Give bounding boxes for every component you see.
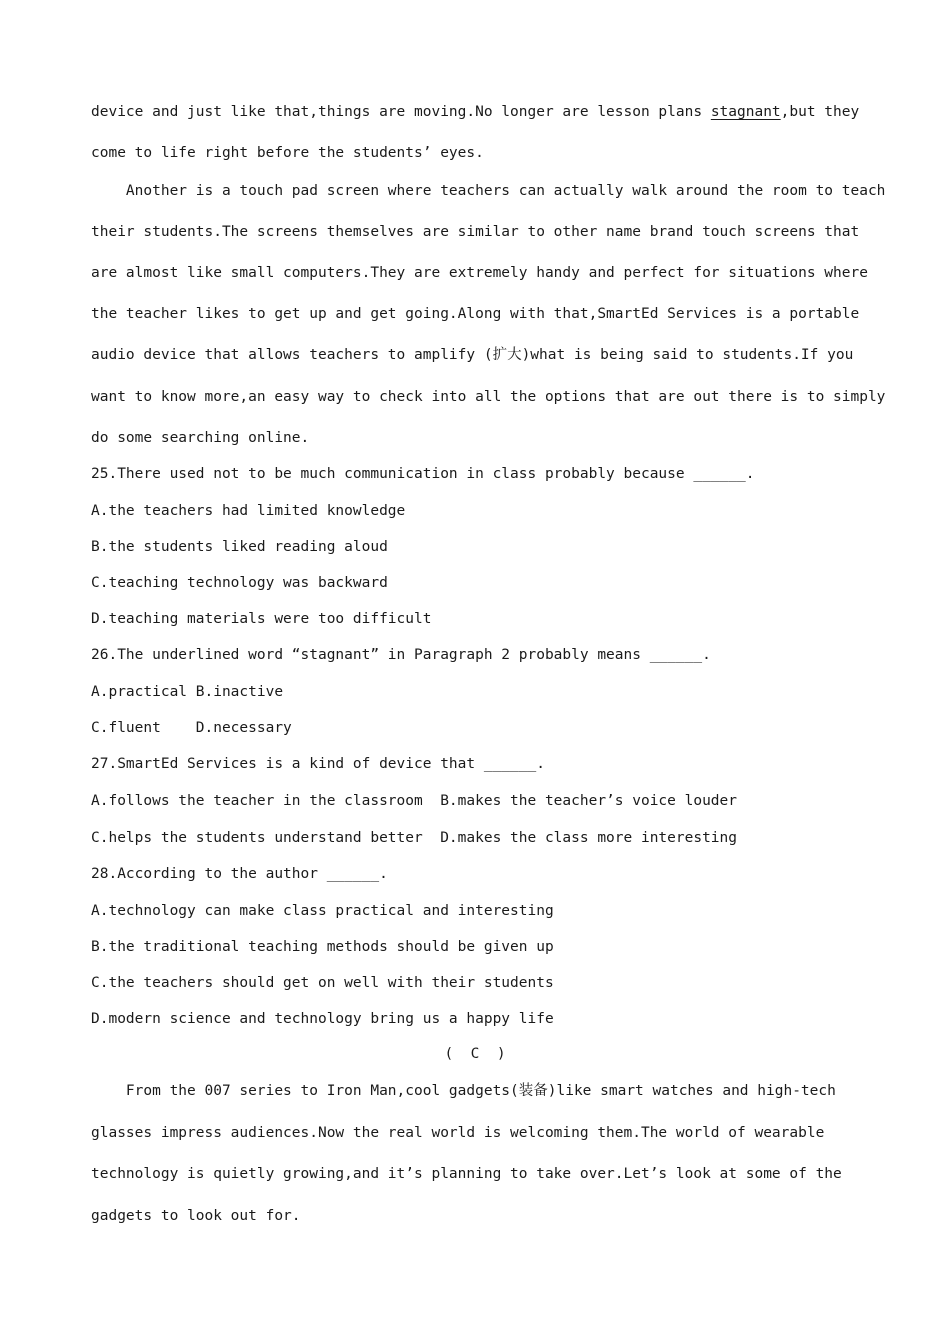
option-line: A.technology can make class practical and interesting xyxy=(91,903,554,919)
passage-line: the teacher likes to get up and get going.Along with that,SmartEd Services is a portable xyxy=(91,306,860,322)
underlined-word: stagnant xyxy=(710,104,781,120)
passage-line: do some searching online. xyxy=(91,430,310,446)
option-line: B.the students liked reading aloud xyxy=(91,539,388,555)
option-line: B.the traditional teaching methods should be given up xyxy=(91,939,554,955)
option-line: D.modern science and technology bring us a happy life xyxy=(91,1011,554,1027)
passage-line: their students.The screens themselves are similar to other name brand touch screens that xyxy=(91,224,860,240)
passage-line: glasses impress audiences.Now the real world is welcoming them.The world of wearable xyxy=(91,1125,825,1141)
option-line: A.the teachers had limited knowledge xyxy=(91,503,406,519)
option-line: C.fluent D.necessary xyxy=(91,720,292,736)
question-26: 26.The underlined word “stagnant” in Paragraph 2 probably means ______. xyxy=(91,647,711,663)
passage-line: technology is quietly growing,and it’s planning to take over.Let’s look at some of the xyxy=(91,1166,842,1182)
option-line: A.follows the teacher in the classroom B.makes the teacher’s voice louder xyxy=(91,793,738,809)
section-heading: ( C ) xyxy=(444,1046,506,1062)
passage-line: come to life right before the students’ eyes. xyxy=(91,145,484,161)
passage-text: ,but they xyxy=(780,104,860,120)
option-line: D.teaching materials were too difficult xyxy=(91,611,432,627)
option-line: C.the teachers should get on well with their students xyxy=(91,975,554,991)
question-25: 25.There used not to be much communication in class probably because ______. xyxy=(91,466,755,482)
passage-text: device and just like that,things are moving.No longer are lesson plans xyxy=(91,104,711,120)
option-line: C.teaching technology was backward xyxy=(91,575,388,591)
passage-line: audio device that allows teachers to amplify (扩大)what is being said to students.If you xyxy=(91,347,854,363)
passage-line: are almost like small computers.They are extremely handy and perfect for situations where xyxy=(91,265,868,281)
passage-line: want to know more,an easy way to check into all the options that are out there is to simply xyxy=(91,389,886,405)
question-27: 27.SmartEd Services is a kind of device that ______. xyxy=(91,756,545,772)
passage-line: From the 007 series to Iron Man,cool gadgets(装备)like smart watches and high-tech xyxy=(91,1083,836,1099)
passage-line: Another is a touch pad screen where teachers can actually walk around the room to teach xyxy=(91,183,886,199)
option-line: C.helps the students understand better D.makes the class more interesting xyxy=(91,830,738,846)
question-28: 28.According to the author ______. xyxy=(91,866,388,882)
passage-line xyxy=(91,102,859,122)
passage-line: gadgets to look out for. xyxy=(91,1208,301,1224)
option-line: A.practical B.inactive xyxy=(91,684,284,700)
